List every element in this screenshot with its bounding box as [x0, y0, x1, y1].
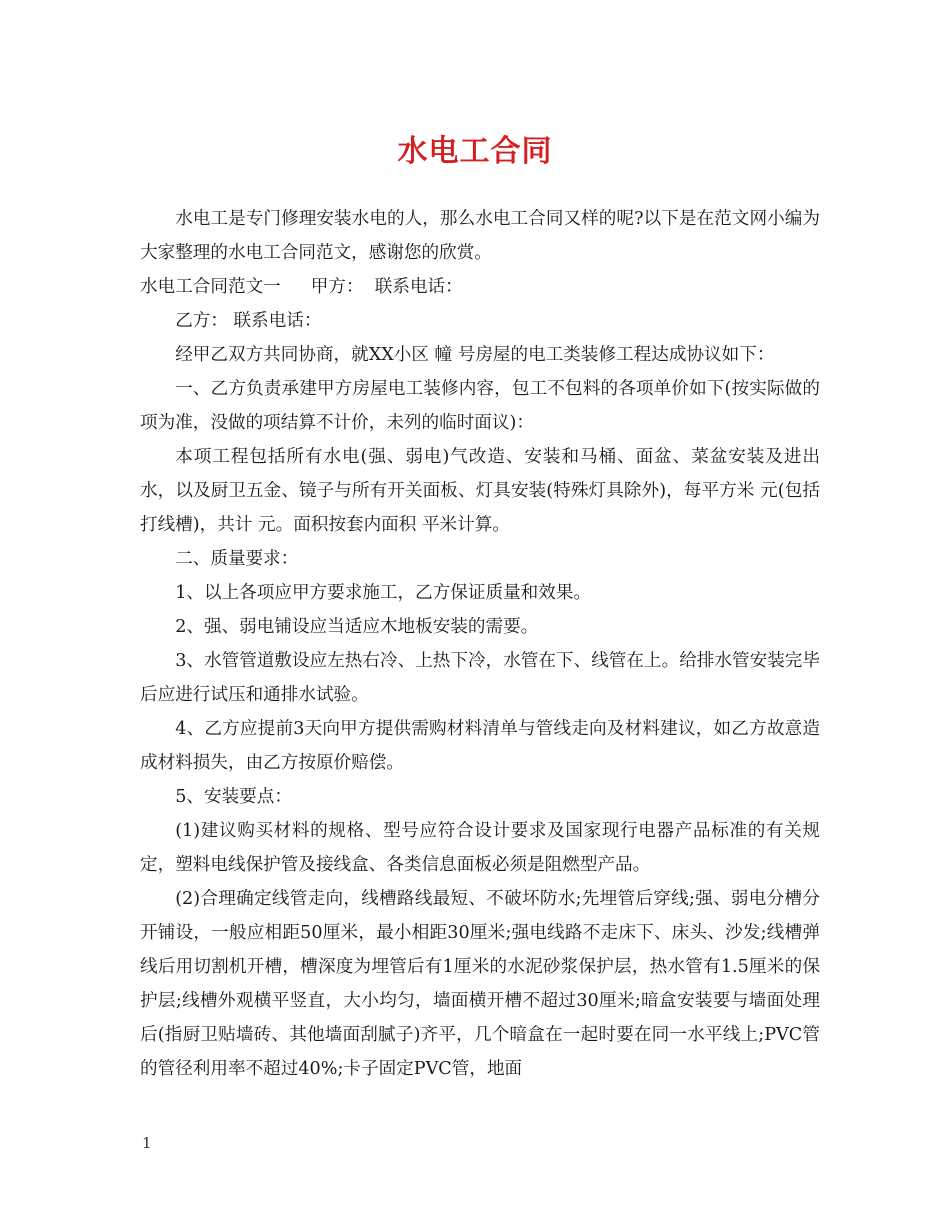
- paragraph-heading-sample-one: [140, 270, 820, 304]
- paragraph-item-1: 1、以上各项应甲方要求施工，乙方保证质量和效果。: [175, 583, 592, 603]
- paragraph-item-2: 2、强、弱电铺设应当适应木地板安装的需要。: [175, 617, 539, 637]
- sample-heading: 水电工合同范文一: [140, 277, 281, 297]
- paragraph-section-two: 二、质量要求：: [175, 549, 299, 569]
- paragraph-item-5: 5、安装要点：: [175, 787, 292, 807]
- paragraph-scope: 本项工程包括所有水电(强、弱电)气改造、安装和马桶、面盆、菜盆安装及进出水，以及厨卫五金、镜子与所有开关面板、灯具安装(特殊灯具除外)，每平方米 元(包括打线槽)，共计 元。面积按套内面积 平米计算。: [140, 447, 820, 535]
- paragraph-item-4: 4、乙方应提前3天向甲方提供需购材料清单与管线走向及材料建议，如乙方故意造成材料损失，由乙方按原价赔偿。: [140, 719, 820, 773]
- document-body: [140, 202, 820, 1086]
- document-title: 水电工合同: [397, 134, 553, 169]
- paragraph-party-b: 乙方： 联系电话：: [175, 311, 322, 331]
- paragraph-section-one: 一、乙方负责承建甲方房屋电工装修内容，包工不包料的各项单价如下(按实际做的项为准，没做的项结算不计价，未列的临时面议)：: [140, 379, 820, 433]
- party-a-phone-label: 联系电话：: [374, 277, 463, 297]
- paragraph-item-3: 3、水管管道敷设应左热右冷、上热下冷，水管在下、线管在上。给排水管安装完毕后应进行试压和通排水试验。: [140, 651, 820, 705]
- paragraph-intro: 水电工是专门修理安装水电的人，那么水电工合同又样的呢?以下是在范文网小编为大家整理的水电工合同范文，感谢您的欣赏。: [140, 209, 820, 263]
- paragraph-point-1: (1)建议购买材料的规格、型号应符合设计要求及国家现行电器产品标准的有关规定，塑料电线保护管及接线盒、各类信息面板必须是阻燃型产品。: [140, 821, 820, 875]
- paragraph-point-2: (2)合理确定线管走向，线槽路线最短、不破坏防水;先埋管后穿线;强、弱电分槽分开铺设，一般应相距50厘米，最小相距30厘米;强电线路不走床下、床头、沙发;线槽弹线后用切割机开槽，槽深度为埋管后有1厘米的水泥砂浆保护层，热水管有1.5厘米的保护层;线槽外观横平竖直，大小均匀，墙面横开槽不超过30厘米;暗盒安装要与墙面处理后(指厨卫贴墙砖、其他墙面刮腻子)齐平，几个暗盒在一起时要在同一水平线上;PVC管的管径利用率不超过40%;卡子固定PVC管，地面: [140, 889, 820, 1079]
- page-number: 1: [142, 1134, 152, 1152]
- paragraph-agreement: 经甲乙双方共同协商，就XX小区 幢 号房屋的电工类装修工程达成协议如下：: [175, 345, 775, 365]
- party-a-label: 甲方：: [310, 277, 364, 297]
